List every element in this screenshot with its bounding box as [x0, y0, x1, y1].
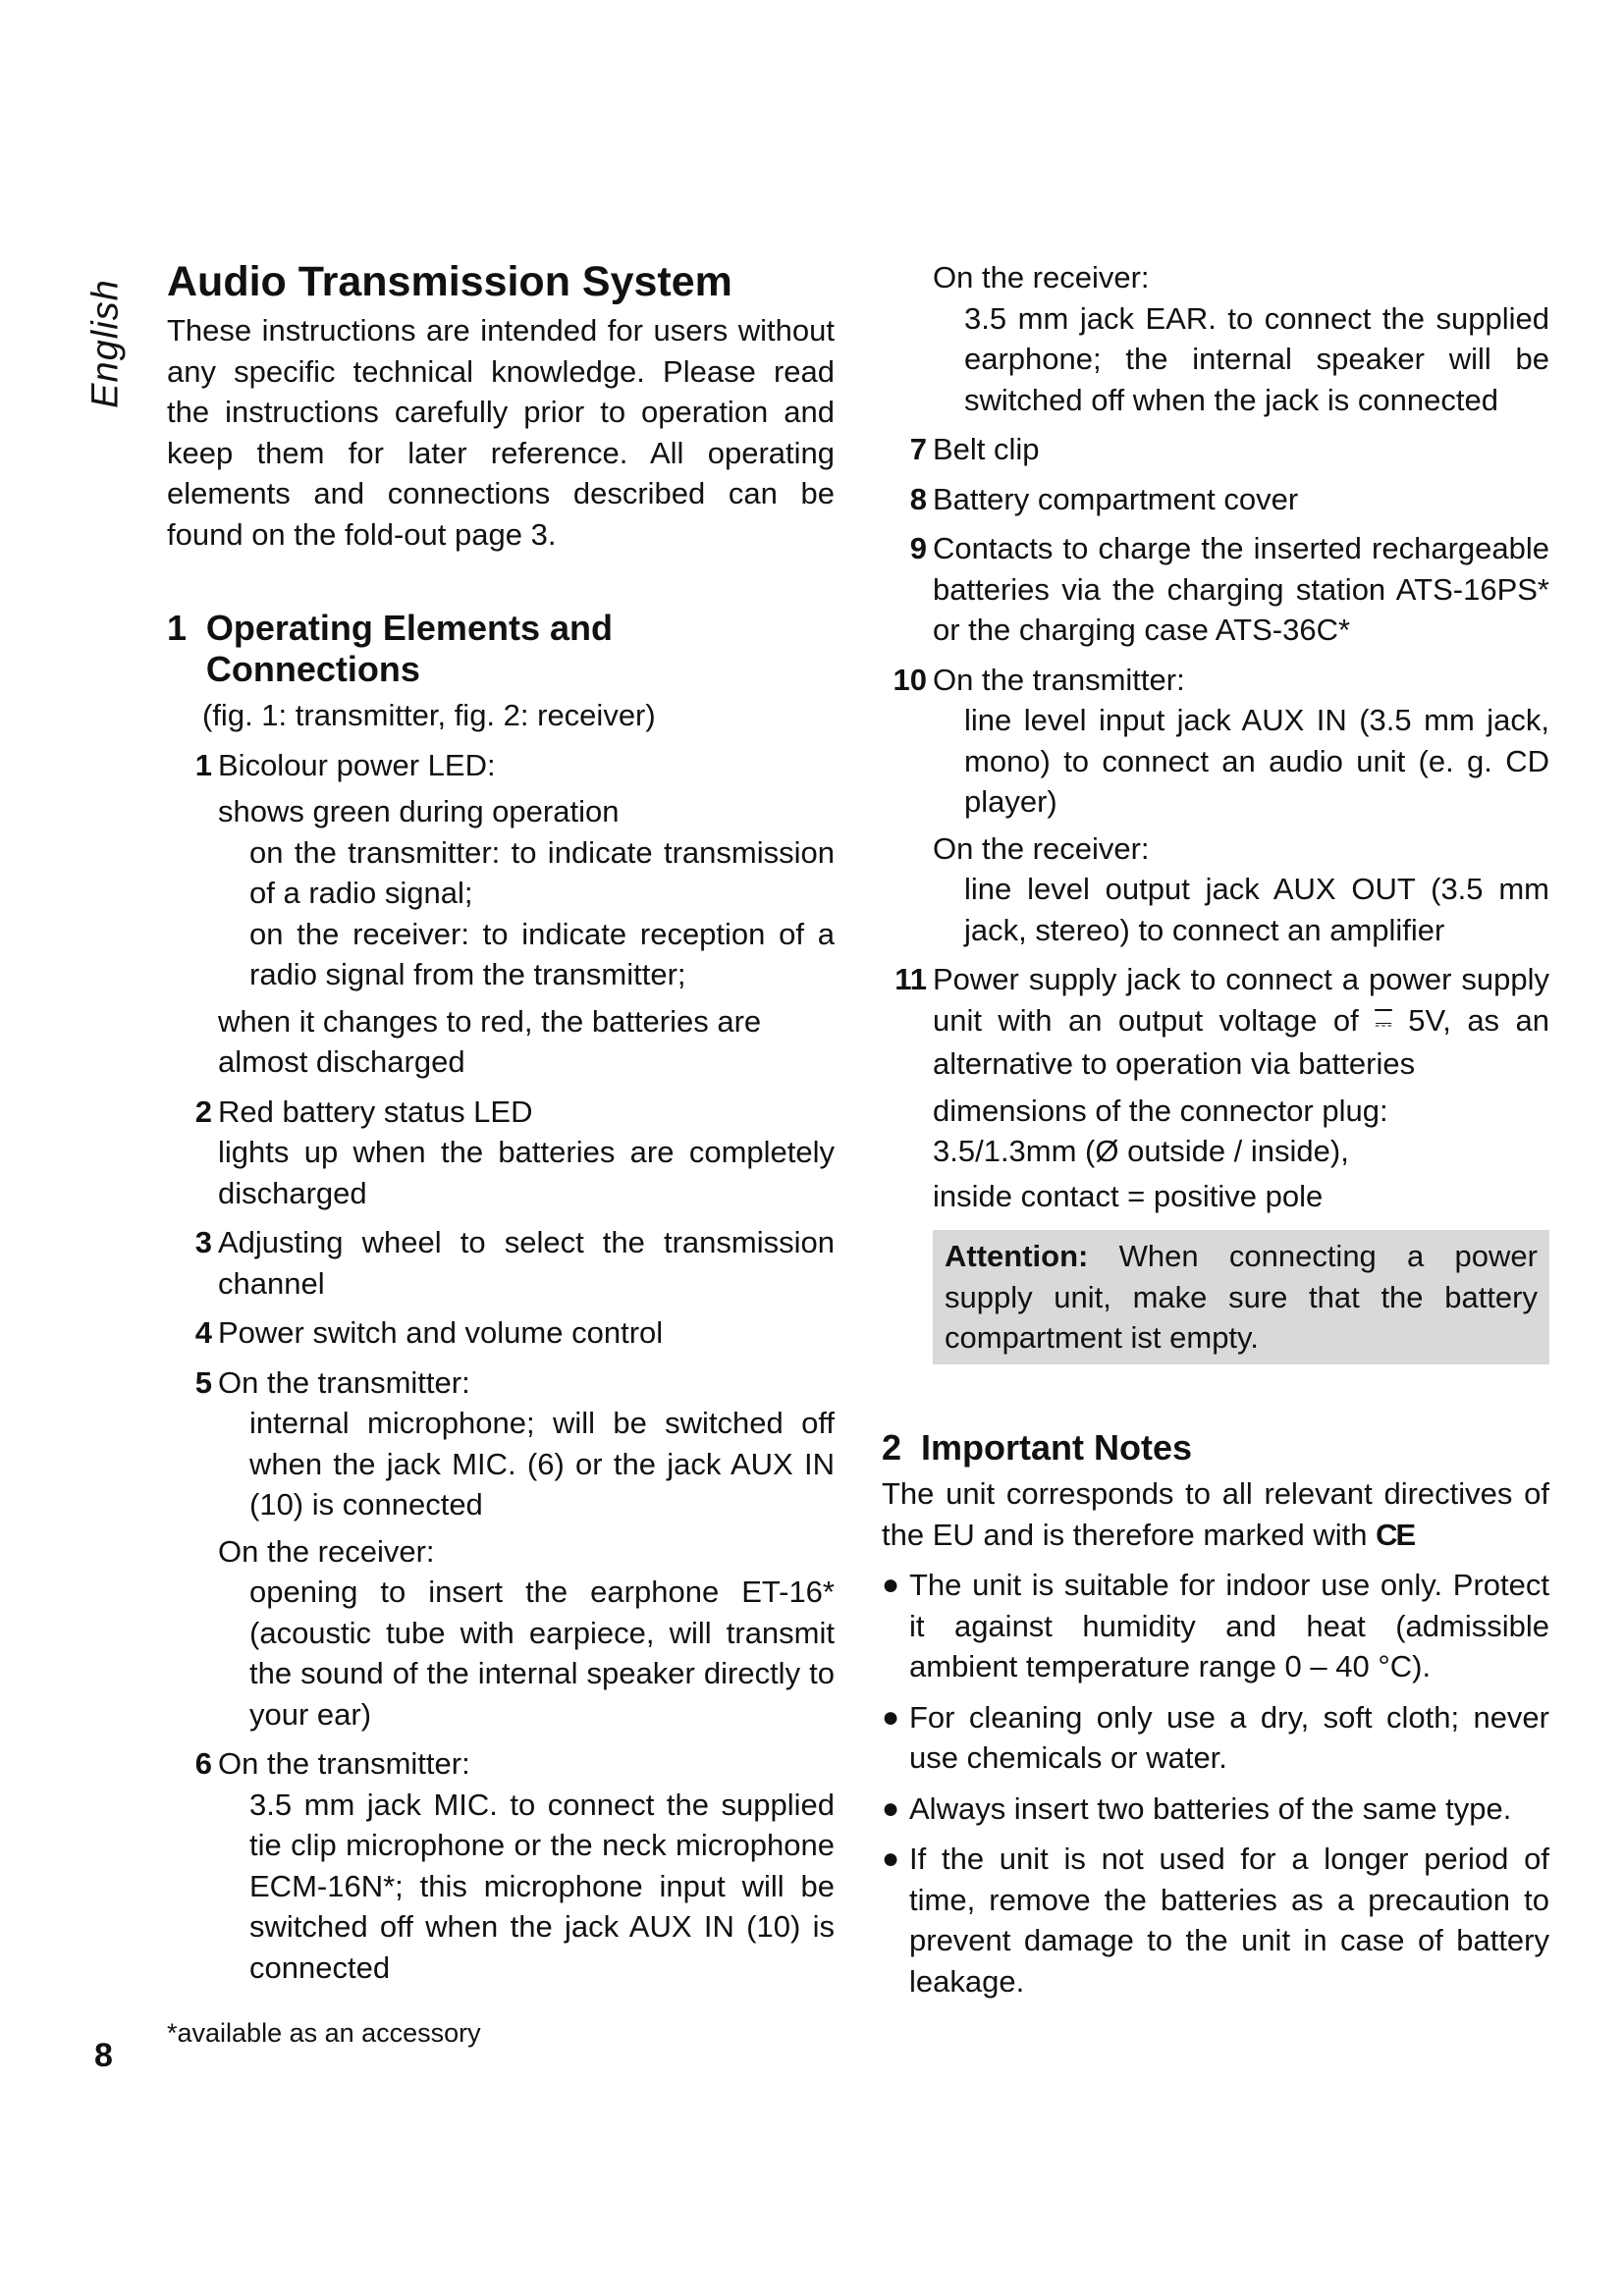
list-item-9	[882, 528, 1549, 651]
item-number: 1	[194, 747, 212, 782]
item-label: On the transmitter:	[218, 1746, 470, 1781]
attention-label: Attention:	[945, 1239, 1089, 1273]
left-column	[167, 257, 835, 2055]
list-item-6-continued	[882, 257, 1549, 420]
item-number: 7	[909, 432, 927, 466]
dc-voltage-icon: ⎓	[1375, 1010, 1392, 1036]
item-text: line level output jack AUX OUT (3.5 mm jack, stereo) to connect an amplifier	[964, 872, 1549, 947]
list-item-6	[167, 1743, 835, 1988]
bullet-text: The unit is suitable for indoor use only. Protect it against humidity and heat (admissible ambient temperature range 0 – 40 °C).	[909, 1568, 1549, 1683]
bullet-icon: ●	[882, 1842, 900, 1875]
item-text: On the receiver:	[933, 830, 1150, 866]
page-title: Audio Transmission System	[167, 258, 732, 305]
item-label: Red battery status LED	[218, 1094, 533, 1129]
item-label: On the receiver:	[933, 260, 1150, 294]
section-1-title: Operating Elements and Connections	[205, 608, 613, 689]
footnote: *available as an accessory	[167, 2018, 481, 2048]
item-number: 3	[194, 1225, 212, 1259]
right-column	[882, 257, 1549, 2002]
item-text: 3.5 mm jack MIC. to connect the supplied tie clip microphone or the neck microphone ECM-16N*; this microphone input will be switched off when the jack AUX IN (10) is connected	[249, 1787, 835, 1985]
bullet-text: If the unit is not used for a longer period of time, remove the batteries as a precaution to prevent damage to the unit in case of battery leakage.	[909, 1842, 1549, 1999]
intro-paragraph: These instructions are intended for users without any specific technical knowledge. Please read the instructions carefully prior to operation and keep them for later reference. All operating elements and connections described can be found on the fold-out page 3.	[167, 313, 835, 552]
list-item-3	[167, 1222, 835, 1304]
list-item-4	[167, 1312, 835, 1354]
ce-mark-icon: CE	[1376, 1517, 1415, 1552]
bullet-text: For cleaning only use a dry, soft cloth; never use chemicals or water.	[909, 1699, 1549, 1775]
language-label-text: English	[84, 279, 127, 408]
item-text: On the receiver:	[218, 1533, 435, 1569]
item-label: Adjusting wheel to select the transmission channel	[218, 1225, 835, 1301]
item-number: 4	[194, 1315, 212, 1350]
item-text: internal microphone; will be switched off when the jack MIC. (6) or the jack AUX IN (10) is connected	[249, 1406, 835, 1522]
list-item-10	[882, 660, 1549, 951]
item-text: dimensions of the connector plug:	[933, 1093, 1388, 1128]
item-number: 6	[194, 1746, 212, 1781]
section-2-number: 2	[882, 1426, 902, 1468]
item-text: opening to insert the earphone ET-16* (acoustic tube with earpiece, will transmit the sound of the internal speaker directly to your ear)	[249, 1575, 835, 1732]
item-text: when it changes to red, the batteries are almost discharged	[218, 1003, 762, 1079]
list-item-7	[882, 429, 1549, 470]
item-label: Belt clip	[933, 432, 1040, 466]
item-number: 8	[909, 481, 927, 516]
list-item-2	[167, 1092, 835, 1214]
item-label: Bicolour power LED:	[218, 747, 496, 782]
list-item	[882, 1789, 1549, 1830]
page-number: 8	[94, 2037, 113, 2074]
section-1-number: 1	[167, 608, 188, 648]
item-label: Contacts to charge the inserted rechargeable batteries via the charging station ATS-16PS* or the charging case ATS-36C*	[933, 531, 1549, 647]
item-label: On the transmitter:	[933, 662, 1185, 697]
item-number: 11	[894, 962, 927, 996]
attention-text: When connecting a power supply unit, make sure that the battery compartment ist empty.	[945, 1239, 1538, 1355]
item-text: 3.5 mm jack EAR. to connect the supplied earphone; the internal speaker will be switched off when the jack is connected	[964, 300, 1549, 417]
language-side-label	[77, 265, 135, 422]
notes-intro	[882, 1473, 1549, 1555]
item-text: 3.5/1.3mm (Ø outside / inside),	[933, 1134, 1349, 1168]
section-1-heading	[167, 608, 835, 689]
section-2-heading	[882, 1427, 1549, 1468]
attention-box	[933, 1230, 1549, 1364]
list-item-1	[167, 745, 835, 1083]
item-label-part: Power supply jack to connect a power supply unit with an output voltage of	[933, 962, 1549, 1038]
bullet-text: Always insert two batteries of the same type.	[909, 1790, 1512, 1826]
item-label: Power switch and volume control	[218, 1315, 664, 1350]
item-text: line level input jack AUX IN (3.5 mm jack, mono) to connect an audio unit (e. g. CD player)	[964, 703, 1549, 819]
item-number: 10	[893, 662, 927, 697]
item-text: inside contact = positive pole	[933, 1178, 1324, 1213]
section-2-title: Important Notes	[921, 1426, 1193, 1468]
bullet-icon: ●	[882, 1569, 900, 1601]
section-1-subtitle: (fig. 1: transmitter, fig. 2: receiver)	[202, 698, 656, 732]
notes-intro-text: The unit corresponds to all relevant directives of the EU and is therefore marked with	[882, 1476, 1549, 1552]
bullet-icon: ●	[882, 1700, 900, 1734]
list-item-8	[882, 479, 1549, 520]
item-text: on the receiver: to indicate reception of a radio signal from the transmitter;	[249, 916, 835, 991]
item-number: 5	[194, 1364, 212, 1400]
item-label-part: 5V, as an alternative to operation via batteries	[933, 1002, 1549, 1081]
item-number: 9	[909, 531, 927, 565]
item-number: 2	[194, 1094, 212, 1129]
item-label: Battery compartment cover	[933, 481, 1299, 516]
item-text: shows green during operation	[218, 794, 620, 828]
list-item	[882, 1697, 1549, 1779]
item-text: on the transmitter: to indicate transmission of a radio signal;	[249, 834, 835, 910]
list-item	[882, 1839, 1549, 2002]
list-item	[882, 1565, 1549, 1687]
item-text: lights up when the batteries are completely discharged	[218, 1135, 835, 1210]
bullet-icon: ●	[882, 1791, 900, 1825]
item-label: On the transmitter:	[218, 1364, 470, 1400]
list-item-11	[882, 959, 1549, 1364]
item-label	[933, 959, 1549, 1085]
list-item-5	[167, 1362, 835, 1735]
